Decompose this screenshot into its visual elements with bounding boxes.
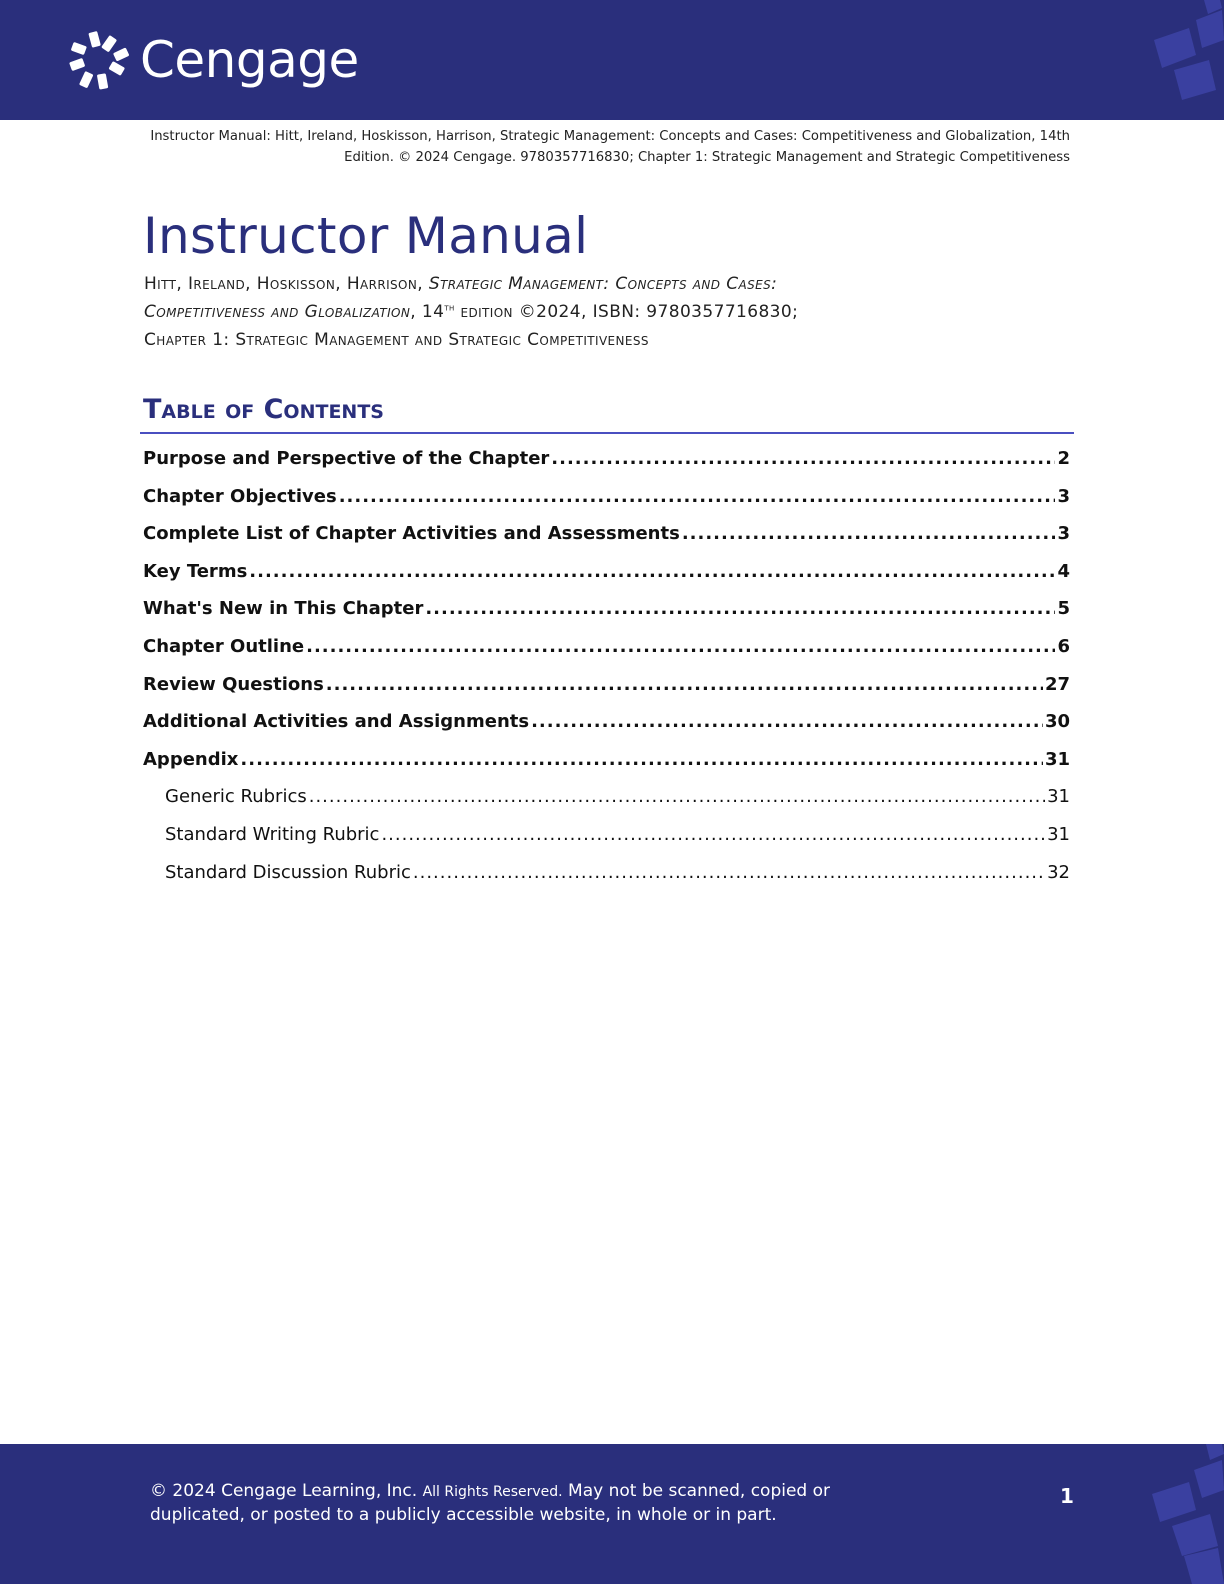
toc-entry-label: Chapter Outline [143,635,305,657]
document-subtitle [144,270,1084,354]
toc-entry-page: 4 [1057,560,1070,582]
document-title: Instructor Manual [143,207,589,265]
running-header: Instructor Manual: Hitt, Ireland, Hoskisson, Harrison, Strategic Management: Concepts and Cases: Competitiveness and Globalization, 14th Edition. © 2024 Cengage. 9780357716830; Chapter 1: Strategic Management and Strategic Competitiveness [150,129,1070,165]
toc-entry-label: Appendix [143,748,239,770]
subtitle-book-title-1: Strategic Management: Concepts and Cases: [428,274,778,294]
toc-leader [306,636,1055,657]
toc-entry-page: 32 [1047,861,1070,883]
toc-entry-page: 30 [1044,711,1070,733]
cengage-logo [68,30,359,90]
toc-leader [326,674,1043,695]
subtitle-edition-number: , 14 [410,302,445,322]
footer-copyright-line: © 2024 Cengage Learning, Inc. [150,1481,418,1501]
toc-entry-label: Review Questions [143,673,324,695]
toc-entry[interactable] [143,598,1070,636]
toc-leader [531,711,1043,732]
toc-entry[interactable] [143,486,1070,524]
header-band [0,0,1224,120]
subtitle-edition-word: edition [454,302,519,322]
corner-decoration-icon [1134,0,1224,120]
toc-leader [682,523,1056,544]
toc-entry[interactable] [143,448,1070,486]
cengage-logo-mark-icon [68,30,130,90]
toc-entry-label: Key Terms [143,560,248,582]
toc-leader [413,862,1045,883]
toc-entry[interactable] [143,674,1070,712]
footer-copyright [150,1480,870,1527]
toc-entry[interactable] [143,561,1070,599]
subtitle-edition-suffix: th [444,302,455,314]
toc-entry-label: Standard Writing Rubric [165,823,380,845]
subtitle-chapter: Chapter 1: Strategic Management and Strategic Competitiveness [144,330,649,350]
toc-entry-label: Chapter Objectives [143,485,337,507]
footer-band [0,1444,1224,1584]
toc-subentry[interactable] [143,786,1070,824]
toc-leader [425,598,1055,619]
toc-entry[interactable] [143,711,1070,749]
toc-entry-page: 3 [1057,523,1070,545]
toc-entry-page: 31 [1047,786,1070,808]
toc-entry-label: Complete List of Chapter Activities and Assessments [143,523,680,545]
toc-leader [249,561,1055,582]
subtitle-isbn: ©2024, ISBN: 9780357716830; [518,302,799,322]
toc-divider [140,432,1074,434]
footer-notice: May not be scanned, copied or duplicated, or posted to a publicly accessible website, in whole or in part. [150,1481,831,1525]
toc-entry-page: 5 [1057,598,1070,620]
toc-subentry[interactable] [143,824,1070,862]
toc-entry[interactable] [143,749,1070,787]
corner-decoration-icon [1134,1444,1224,1584]
toc-entry-page: 31 [1047,823,1070,845]
subtitle-book-title-2: Competitiveness and Globalization [144,302,411,322]
toc-entry-label: Generic Rubrics [165,786,307,808]
table-of-contents [143,448,1070,899]
toc-entry-page: 31 [1044,748,1070,770]
toc-leader [551,448,1055,469]
toc-entry[interactable] [143,523,1070,561]
toc-subentry[interactable] [143,862,1070,900]
toc-entry-label: Additional Activities and Assignments [143,711,530,733]
subtitle-authors: Hitt, Ireland, Hoskisson, Harrison, [144,274,429,294]
toc-entry-label: What's New in This Chapter [143,598,424,620]
toc-entry-page: 27 [1044,673,1070,695]
toc-entry-page: 3 [1057,485,1070,507]
toc-entry-page: 6 [1057,635,1070,657]
toc-leader [381,824,1045,845]
cengage-logo-text: Cengage [140,31,359,89]
toc-leader [240,749,1043,770]
toc-leader [339,486,1056,507]
toc-entry-label: Purpose and Perspective of the Chapter [143,448,550,469]
toc-entry-label: Standard Discussion Rubric [165,861,411,883]
toc-leader [309,786,1045,807]
footer-rights: All Rights Reserved. [422,1484,563,1500]
toc-heading: Table of Contents [143,394,384,425]
toc-entry[interactable] [143,636,1070,674]
page-number: 1 [1060,1484,1074,1508]
toc-entry-page: 2 [1057,448,1070,469]
